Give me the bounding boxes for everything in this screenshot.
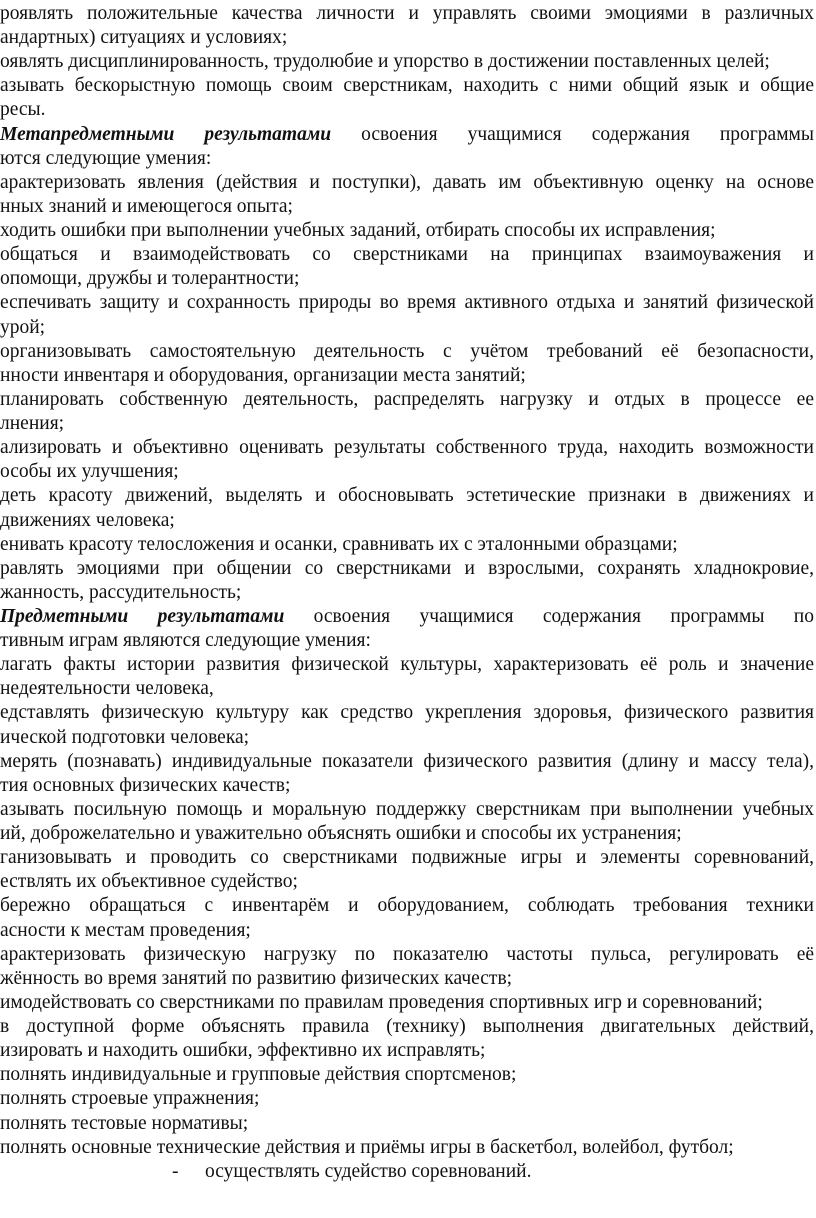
text-line: бережно обращаться с инвентарём и оборудованием, соблюдать требования техники (0, 895, 814, 917)
text-line: андартных) ситуациях и условиях; (0, 27, 288, 49)
line-tail: освоения учащимися содержания программы (331, 123, 814, 145)
text-line: особы их улучшения; (0, 461, 179, 483)
paragraph-heading-line (0, 123, 814, 147)
text-line: тия основных физических качеств; (0, 774, 291, 796)
text-line: ресы. (0, 99, 46, 121)
text-line: мерять (познавать) индивидуальные показатели физического развития (длину и массу тела), (0, 750, 814, 772)
text-line: опомощи, дружбы и толерантности; (0, 268, 300, 290)
text-line: ализировать и объективно оценивать результаты собственного труда, находить возможности (0, 437, 814, 459)
text-line: асности к местам проведения; (0, 919, 251, 941)
text-line: ической подготовки человека; (0, 726, 250, 748)
dash-bullet: - (172, 1160, 179, 1182)
text-line: полнять основные технические действия и приёмы игры в баскетбол, волейбол, футбол; (0, 1136, 734, 1158)
emphasized-term: Предметными результатами (0, 606, 285, 627)
text-line: лагать факты истории развития физической культуры, характеризовать её роль и значение (0, 654, 814, 676)
text-line: общаться и взаимодействовать со сверстниками на принципах взаимоуважения и (0, 244, 814, 266)
text-line: едставлять физическую культуру как средство укрепления здоровья, физического развития (0, 702, 814, 724)
text-line: жённость во время занятий по развитию физических качеств; (0, 967, 513, 989)
text-line: нных знаний и имеющегося опыта; (0, 195, 293, 217)
text-line: в доступной форме объяснять правила (технику) выполнения двигательных действий, (0, 1016, 814, 1038)
text-line: арактеризовать физическую нагрузку по показателю частоты пульса, регулировать её (0, 943, 814, 965)
text-line: ий, доброжелательно и уважительно объяснять ошибки и способы их устранения; (0, 823, 682, 845)
text-line: полнять строевые упражнения; (0, 1088, 260, 1110)
paragraph-heading-line (0, 605, 814, 629)
text-line: жанность, рассудительность; (0, 581, 242, 603)
text-line: роявлять положительные качества личности и управлять своими эмоциями в различных (0, 3, 814, 24)
text-line: ганизовывать и проводить со сверстниками подвижные игры и элементы соревнований, (0, 847, 814, 869)
text-line: ествлять их объективное судейство; (0, 871, 298, 893)
line-tail: освоения учащимися содержания программы по (284, 606, 814, 627)
text-line: урой; (0, 316, 46, 338)
text-line: полнять тестовые нормативы; (0, 1112, 249, 1134)
text-line: нности инвентаря и оборудования, организации места занятий; (0, 364, 526, 386)
text-line: ются следующие умения: (0, 147, 212, 169)
text-line: тивным играм являются следующие умения: (0, 630, 371, 652)
text-line: лнения; (0, 413, 65, 435)
text-line: организовывать самостоятельную деятельность с учётом требований её безопасности, (0, 340, 814, 362)
emphasized-term: Метапредметными результатами (0, 123, 332, 145)
text-line: планировать собственную деятельность, распределять нагрузку и отдых в процессе ее (0, 388, 814, 410)
final-list-item (0, 1160, 814, 1184)
text-line: азывать бескорыстную помощь своим сверстникам, находить с ними общий язык и общие (0, 75, 814, 97)
text-line: изировать и находить ошибки, эффективно их исправлять; (0, 1040, 486, 1062)
text-line: енивать красоту телосложения и осанки, сравнивать их с эталонными образцами; (0, 533, 678, 555)
text-line: движениях человека; (0, 509, 175, 531)
text-line: ходить ошибки при выполнении учебных заданий, отбирать способы их исправления; (0, 220, 716, 242)
text-line: недеятельности человека, (0, 678, 214, 700)
text-line: полнять индивидуальные и групповые действия спортсменов; (0, 1064, 517, 1086)
text-line: оявлять дисциплинированность, трудолюбие и упорство в достижении поставленных целей; (0, 51, 770, 73)
text-line: имодействовать со сверстниками по правилам проведения спортивных игр и соревнований; (0, 991, 763, 1013)
text-line: арактеризовать явления (действия и поступки), давать им объективную оценку на основе (0, 171, 814, 193)
text-line: еспечивать защиту и сохранность природы во время активного отдыха и занятий физической (0, 292, 814, 314)
final-item-text: осуществлять судейство соревнований. (205, 1160, 532, 1182)
text-line: азывать посильную помощь и моральную поддержку сверстникам при выполнении учебных (0, 798, 814, 820)
text-line: равлять эмоциями при общении со сверстниками и взрослыми, сохранять хладнокровие, (0, 557, 814, 579)
text-line: деть красоту движений, выделять и обосновывать эстетические признаки в движениях и (0, 485, 814, 507)
